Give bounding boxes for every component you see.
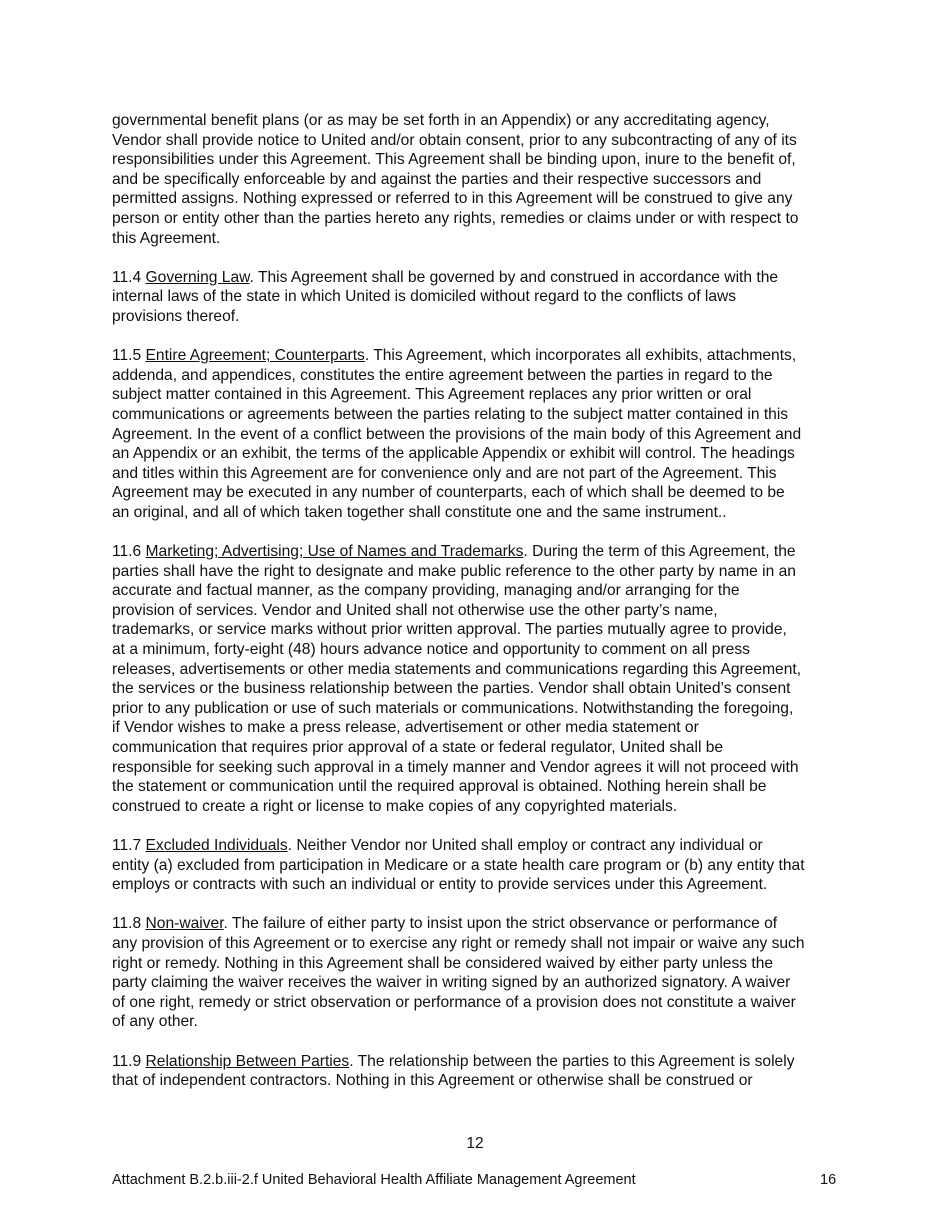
- section-text: . This Agreement shall be governed by and construed in accordance with the internal laws of the state in which United is domiciled without regard to the conflicts of laws provisions thereof.: [112, 268, 779, 325]
- section-heading: Relationship Between Parties: [145, 1052, 350, 1070]
- section-heading: Governing Law: [145, 268, 250, 286]
- section-11-9: [112, 1052, 872, 1091]
- paragraph-text: governmental benefit plans (or as may be set forth in an Appendix) or any accreditating agency, Vendor shall provide notice to United and/or obtain consent, prior to any subcontracting of any of its responsibilities under this Agreement. This Agreement shall be binding upon, inure to the benefit of, and be specifically enforceable by and against the parties and their respective successors and permitted assigns. Nothing expressed or referred to in this Agreement will be construed to give any person or entity other than the parties hereto any rights, remedies or claims under or with respect to this Agreement.: [112, 112, 799, 247]
- section-heading: Marketing; Advertising; Use of Names and Trademarks: [145, 543, 524, 561]
- footer-title: Attachment B.2.b.iii-2.f United Behavioral Health Affiliate Management Agreement: [112, 1172, 636, 1188]
- section-11-4: [112, 268, 872, 327]
- section-heading: Excluded Individuals: [145, 836, 288, 854]
- section-number: 11.4: [112, 268, 146, 286]
- page-number: 12: [466, 1135, 484, 1152]
- section-number: 11.7: [112, 836, 146, 854]
- document-body: [112, 111, 872, 1110]
- section-text: . During the term of this Agreement, the parties shall have the right to designate and make public reference to the other party by name in an accurate and factual manner, as the company providing, managing and/or arranging for the provision of services. Vendor and United shall not otherwise use the other party’s name, trademarks, or service marks without prior written approval. The parties mutually agree to provide, at a minimum, forty-eight (48) hours advance notice and opportunity to comment on all press releases, advertisements or other media statements and communications regarding this Agreement, the services or the business relationship between the parties. Vendor shall obtain United’s consent prior to any publication or use of such materials or communications. Notwithstanding the foregoing, if Vendor wishes to make a press release, advertisement or other media statement or communication that requires prior approval of a state or federal regulator, United shall be responsible for seeking such approval in a timely manner and Vendor agrees it will not proceed with the statement or communication until the required approval is obtained. Nothing herein shall be construed to create a right or license to make copies of any copyrighted materials.: [112, 543, 802, 815]
- section-number: 11.8: [112, 915, 146, 933]
- section-number: 11.9: [112, 1052, 146, 1070]
- footer-page-number: 16: [820, 1172, 837, 1188]
- section-11-7: [112, 836, 872, 895]
- section-heading: Entire Agreement; Counterparts: [145, 347, 365, 365]
- section-number: 11.5: [112, 347, 146, 365]
- section-11-6: [112, 542, 872, 816]
- section-text: . The relationship between the parties to this Agreement is solely that of independent contractors. Nothing in this Agreement or otherwise shall be construed or: [112, 1052, 795, 1090]
- section-text: . The failure of either party to insist upon the strict observance or performance of any provision of this Agreement or to exercise any right or remedy shall not impair or waive any such right or remedy. Nothing in this Agreement shall be considered waived by either party unless the party claiming the waiver receives the waiver in writing signed by an authorized signatory. A waiver of one right, remedy or strict observation or performance of a provision does not constitute a waiver of any other.: [112, 915, 805, 1031]
- section-text: . This Agreement, which incorporates all exhibits, attachments, addenda, and appendices, constitutes the entire agreement between the parties in regard to the subject matter contained in this Agreement. This Agreement replaces any prior written or oral communications or agreements between the parties relating to the subject matter contained in this Agreement. In the event of a conflict between the provisions of the main body of this Agreement and an Appendix or an exhibit, the terms of the applicable Appendix or exhibit will control. The headings and titles within this Agreement are for convenience only and are not part of the Agreement. This Agreement may be executed in any number of counterparts, each of which shall be deemed to be an original, and all of which taken together shall constitute one and the same instrument..: [112, 347, 802, 521]
- section-number: 11.6: [112, 543, 146, 561]
- section-heading: Non-waiver: [145, 915, 224, 933]
- section-text: . Neither Vendor nor United shall employ or contract any individual or entity (a) excluded from participation in Medicare or a state health care program or (b) any entity that employs or contracts with such an individual or entity to provide services under this Agreement.: [112, 836, 805, 894]
- section-11-5: [112, 346, 872, 522]
- paragraph-continuation: [112, 111, 872, 248]
- section-11-8: [112, 914, 872, 1032]
